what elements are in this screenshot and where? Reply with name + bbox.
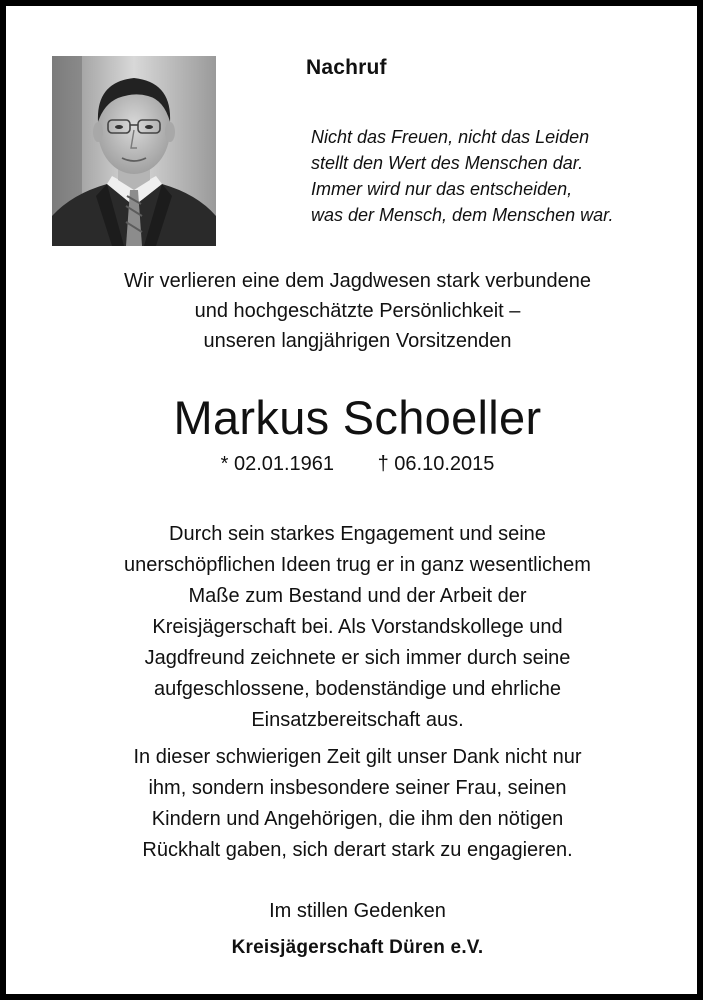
tribute-text bbox=[6, 519, 703, 866]
tribute-line: aufgeschlossene, bodenständige und ehrliche bbox=[154, 678, 561, 700]
poem-line: was der Mensch, dem Menschen war. bbox=[311, 205, 614, 225]
intro-line: und hochgeschätzte Persönlichkeit – bbox=[194, 300, 521, 322]
tribute-line: Durch sein starkes Engagement und seine bbox=[169, 523, 546, 545]
tribute-line: Maße zum Bestand und der Arbeit der bbox=[188, 585, 527, 607]
tribute-paragraph-1 bbox=[6, 519, 703, 736]
poem-line: Immer wird nur das entscheiden, bbox=[311, 179, 573, 199]
organization-signature: Kreisjägerschaft Düren e.V. bbox=[231, 937, 484, 958]
birth-date: * 02.01.1961 bbox=[220, 453, 335, 475]
death-date: † 06.10.2015 bbox=[377, 453, 495, 475]
tribute-line: Kindern und Angehörigen, die ihm den nötigen bbox=[151, 808, 564, 830]
tribute-line: Rückhalt gaben, sich derart stark zu engagieren. bbox=[142, 839, 573, 861]
intro-line: unseren langjährigen Vorsitzenden bbox=[203, 330, 512, 352]
tribute-line: Kreisjägerschaft bei. Als Vorstandskollege und bbox=[152, 616, 563, 638]
portrait-photo bbox=[52, 56, 216, 246]
tribute-line: Einsatzbereitschaft aus. bbox=[251, 709, 464, 731]
closing-phrase: Im stillen Gedenken bbox=[269, 900, 446, 922]
tribute-paragraph-2 bbox=[6, 742, 703, 866]
heading: Nachruf bbox=[306, 56, 387, 79]
poem-quote bbox=[311, 124, 613, 228]
tribute-line: Jagdfreund zeichnete er sich immer durch seine bbox=[144, 647, 571, 669]
poem-line: Nicht das Freuen, nicht das Leiden bbox=[311, 127, 590, 147]
deceased-name: Markus Schoeller bbox=[173, 391, 542, 444]
tribute-line: unerschöpflichen Ideen trug er in ganz wesentlichem bbox=[124, 554, 591, 576]
life-dates bbox=[6, 449, 703, 479]
intro-text bbox=[6, 266, 703, 356]
intro-line: Wir verlieren eine dem Jagdwesen stark verbundene bbox=[124, 270, 591, 292]
tribute-line: In dieser schwierigen Zeit gilt unser Dank nicht nur bbox=[133, 746, 582, 768]
poem-line: stellt den Wert des Menschen dar. bbox=[311, 153, 584, 173]
tribute-line: ihm, sondern insbesondere seiner Frau, seinen bbox=[148, 777, 567, 799]
